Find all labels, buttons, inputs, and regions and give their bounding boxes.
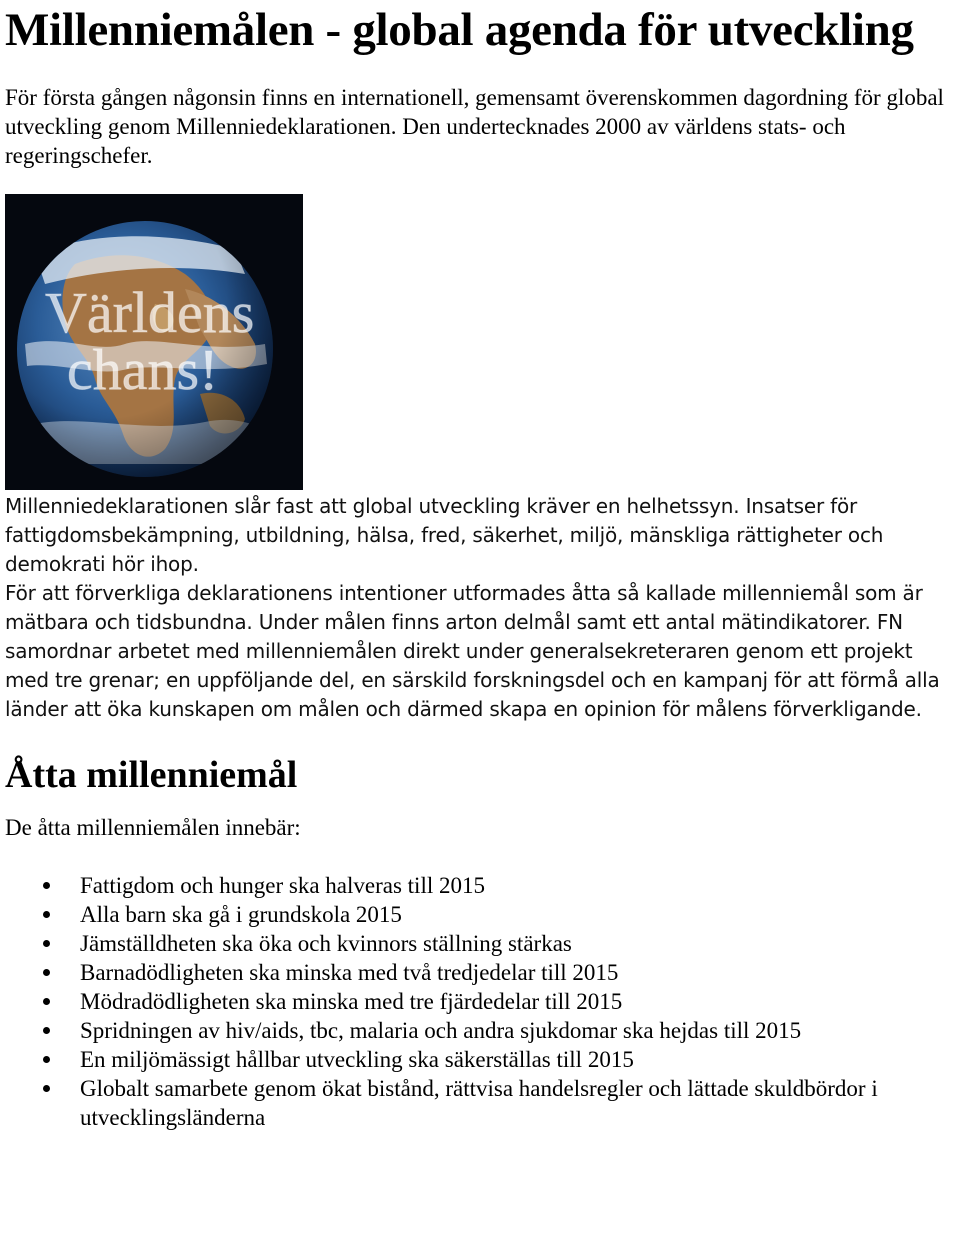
list-item (5, 958, 955, 987)
list-item-text: Spridningen av hiv/aids, tbc, malaria och andra sjukdomar ska hejdas till 2015 (80, 1018, 802, 1043)
bullet-icon (43, 940, 50, 947)
list-item (5, 1074, 955, 1132)
list-item (5, 1016, 955, 1045)
list-item-text: Fattigdom och hunger ska halveras till 2015 (80, 873, 485, 898)
list-item (5, 900, 955, 929)
list-item (5, 929, 955, 958)
section-heading: Åtta millenniemål (5, 754, 298, 796)
intro-paragraph: För första gången någonsin finns en internationell, gemensamt överenskommen dagordning för global utveckling genom Millenniedeklarationen. Den undertecknades 2000 av världens stats- och regeringschefer. (5, 85, 944, 168)
bullet-icon (43, 1085, 50, 1092)
overlay-text-line1: Världens (45, 280, 255, 345)
overlay-text-line2: chans! (67, 337, 219, 402)
bullet-icon (43, 1056, 50, 1063)
earth-image (5, 194, 303, 490)
body-paragraph: Millenniedeklarationen slår fast att global utveckling kräver en helhetssyn. Insatser för fattigdomsbekämpning, utbildning, hälsa, fred, säkerhet, miljö, mänskliga rättigheter och demokrati hör ihop. (5, 494, 884, 576)
goals-list (5, 871, 955, 1132)
body-paragraph: För att förverkliga deklarationens intentioner utformades åtta så kallade millenniemål som är mätbara och tidsbundna. Under målen finns arton delmål samt ett antal mätindikatorer. FN samordnar arbetet med millenniemålen direkt under generalsekreteraren genom ett projekt med tre grenar; en uppföljande del, en särskild forskningsdel och en kampanj för att förmå alla länder att öka kunskapen om målen och därmed skapa en opinion för målens förverkligande. (5, 581, 940, 721)
list-item-text: Alla barn ska gå i grundskola 2015 (80, 902, 402, 927)
list-item-text: En miljömässigt hållbar utveckling ska säkerställas till 2015 (80, 1047, 634, 1072)
page-title: Millenniemålen - global agenda för utveckling (5, 4, 914, 56)
bullet-icon (43, 911, 50, 918)
list-item (5, 987, 955, 1016)
bullet-icon (43, 1027, 50, 1034)
list-item-text: Jämställdheten ska öka och kvinnors ställning stärkas (80, 931, 572, 956)
list-item-text: Mödradödligheten ska minska med tre fjärdedelar till 2015 (80, 989, 623, 1014)
bullet-icon (43, 998, 50, 1005)
list-item-text: Barnadödligheten ska minska med två tredjedelar till 2015 (80, 960, 619, 985)
document-page (5, 0, 955, 1132)
section-lead: De åtta millenniemålen innebär: (5, 815, 301, 840)
list-item-text: Globalt samarbete genom ökat bistånd, rättvisa handelsregler och lättade skuldbördor i utvecklingsländerna (80, 1076, 878, 1130)
bullet-icon (43, 882, 50, 889)
list-item (5, 1045, 955, 1074)
list-item (5, 871, 955, 900)
earth-globe-picture (5, 194, 303, 490)
bullet-icon (43, 969, 50, 976)
